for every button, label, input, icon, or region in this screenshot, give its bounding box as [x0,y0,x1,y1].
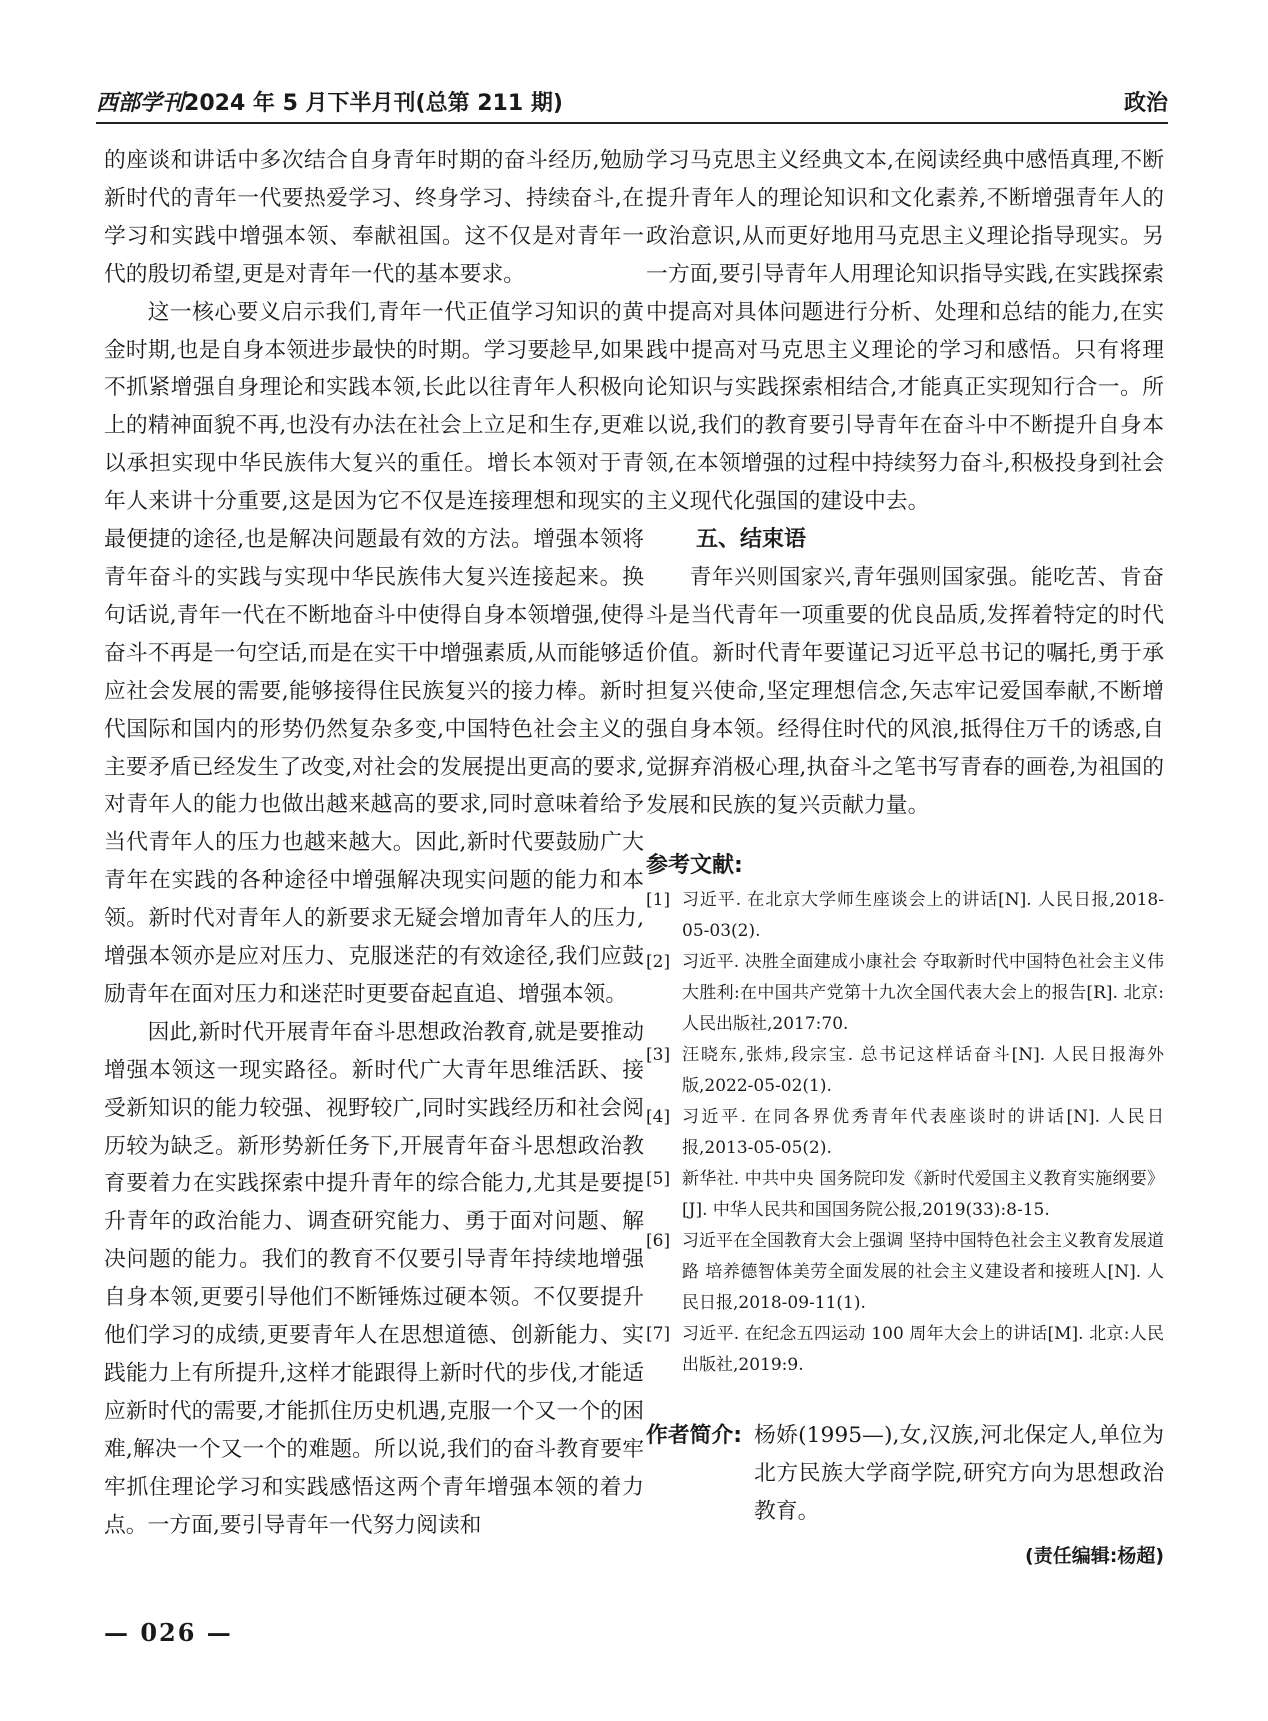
body-paragraph: 学习马克思主义经典文本,在阅读经典中感悟真理,不断提升青年人的理论知识和文化素养,不断增强青年人的政治意识,从而更好地用马克思主义理论指导现实。另一方面,要引导青年人用理论知识指导实践,在实践探索中提高对具体问题进行分析、处理和总结的能力,在实践中提高对马克思主义理论的学习和感悟。只有将理论知识与实践探索相结合,才能真正实现知行合一。所以说,我们的教育要引导青年在奋斗中不断提升自身本领,在本领增强的过程中持续努力奋斗,积极投身到社会主义现代化强国的建设中去。 [646,148,1164,515]
page-number: — 026 — [104,1618,233,1647]
reference-list [646,885,1164,1381]
page-header [96,86,1168,118]
reference-number: [1] [646,890,671,911]
section-heading: 五、结束语 [696,527,807,553]
body-paragraph: 青年兴则国家兴,青年强则国家强。能吃苦、肯奋斗是当代青年一项重要的优良品质,发挥着特定的时代价值。新时代青年要谨记习近平总书记的嘱托,勇于承担复兴使命,坚定理想信念,矢志牢记爱国奉献,不断增强自身本领。经得住时代的风浪,抵得住万千的诱惑,自觉摒弃消极心理,执奋斗之笔书写青春的画卷,为祖国的发展和民族的复兴贡献力量。 [646,565,1164,818]
reference-text: 习近平. 在同各界优秀青年代表座谈时的讲话[N]. 人民日报,2013-05-05(2). [682,1107,1164,1159]
reference-item [646,885,1164,947]
author-label: 作者简介: [646,1423,742,1449]
reference-number: [7] [646,1324,671,1345]
reference-text: 新华社. 中共中央 国务院印发《新时代爱国主义教育实施纲要》[J]. 中华人民共和国国务院公报,2019(33):8-15. [682,1169,1164,1221]
reference-item [646,1102,1164,1164]
journal-issue [96,86,563,117]
reference-number: [3] [646,1045,671,1066]
responsible-editor: (责任编辑:杨超) [1025,1545,1164,1568]
journal-logo: 西部学刊 [96,90,185,116]
reference-number: [2] [646,952,671,973]
reference-text: 习近平. 在北京大学师生座谈会上的讲话[N]. 人民日报,2018-05-03(2). [682,890,1164,942]
reference-number: [4] [646,1107,671,1128]
header-divider [96,122,1168,124]
reference-number: [5] [646,1169,671,1190]
reference-item [646,947,1164,1040]
author-bio [646,1417,1164,1531]
references-heading: 参考文献: [646,853,743,879]
reference-item [646,1226,1164,1319]
author-text: 杨娇(1995—),女,汉族,河北保定人,单位为北方民族大学商学院,研究方向为思想政治教育。 [754,1423,1164,1525]
issue-info: 2024 年 5 月下半月刊(总第 211 期) [184,91,563,116]
section-label: 政治 [1123,91,1168,116]
right-column [646,142,1164,1568]
reference-text: 习近平在全国教育大会上强调 坚持中国特色社会主义教育发展道路 培养德智体美劳全面发展的社会主义建设者和接班人[N]. 人民日报,2018-09-11(1). [682,1231,1164,1314]
reference-text: 习近平. 在纪念五四运动 100 周年大会上的讲话[M]. 北京:人民出版社,2019:9. [682,1324,1164,1376]
reference-item [646,1164,1164,1226]
body-paragraph: 的座谈和讲话中多次结合自身青年时期的奋斗经历,勉励新时代的青年一代要热爱学习、终身学习、持续奋斗,在学习和实践中增强本领、奉献祖国。这不仅是对青年一代的殷切希望,更是对青年一代的基本要求。 [104,148,644,287]
reference-number: [6] [646,1231,671,1252]
body-paragraph: 这一核心要义启示我们,青年一代正值学习知识的黄金时期,也是自身本领进步最快的时期。学习要趁早,如果不抓紧增强自身理论和实践本领,长此以往青年人积极向上的精神面貌不再,也没有办法在社会上立足和生存,更难以承担实现中华民族伟大复兴的重任。增长本领对于青年人来讲十分重要,这是因为它不仅是连接理想和现实的最便捷的途径,也是解决问题最有效的方法。增强本领将青年奋斗的实践与实现中华民族伟大复兴连接起来。换句话说,青年一代在不断地奋斗中使得自身本领增强,使得奋斗不再是一句空话,而是在实干中增强素质,从而能够适应社会发展的需要,能够接得住民族复兴的接力棒。新时代国际和国内的形势仍然复杂多变,中国特色社会主义的主要矛盾已经发生了改变,对社会的发展提出更高的要求,对青年人的能力也做出越来越高的要求,同时意味着给予当代青年人的压力也越来越大。因此,新时代要鼓励广大青年在实践的各种途径中增强解决现实问题的能力和本领。新时代对青年人的新要求无疑会增加青年人的压力,增强本领亦是应对压力、克服迷茫的有效途径,我们应鼓励青年在面对压力和迷茫时更要奋起直追、增强本领。 [104,299,644,1007]
reference-item [646,1319,1164,1381]
body-paragraph: 因此,新时代开展青年奋斗思想政治教育,就是要推动增强本领这一现实路径。新时代广大青年思维活跃、接受新知识的能力较强、视野较广,同时实践经历和社会阅历较为缺乏。新形势新任务下,开展青年奋斗思想政治教育要着力在实践探索中提升青年的综合能力,尤其是要提升青年的政治能力、调查研究能力、勇于面对问题、解决问题的能力。我们的教育不仅要引导青年持续地增强自身本领,更要引导他们不断锤炼过硬本领。不仅要提升他们学习的成绩,更要青年人在思想道德、创新能力、实践能力上有所提升,这样才能跟得上新时代的步伐,才能适应新时代的需要,才能抓住历史机遇,克服一个又一个的困难,解决一个又一个的难题。所以说,我们的奋斗教育要牢牢抓住理论学习和实践感悟这两个青年增强本领的着力点。一方面,要引导青年一代努力阅读和 [104,1019,644,1538]
reference-text: 习近平. 决胜全面建成小康社会 夺取新时代中国特色社会主义伟大胜利:在中国共产党第十九次全国代表大会上的报告[R]. 北京:人民出版社,2017:70. [682,952,1164,1035]
reference-text: 汪晓东,张炜,段宗宝. 总书记这样话奋斗[N]. 人民日报海外版,2022-05-02(1). [682,1045,1164,1097]
left-column [104,142,644,1545]
reference-item [646,1040,1164,1102]
